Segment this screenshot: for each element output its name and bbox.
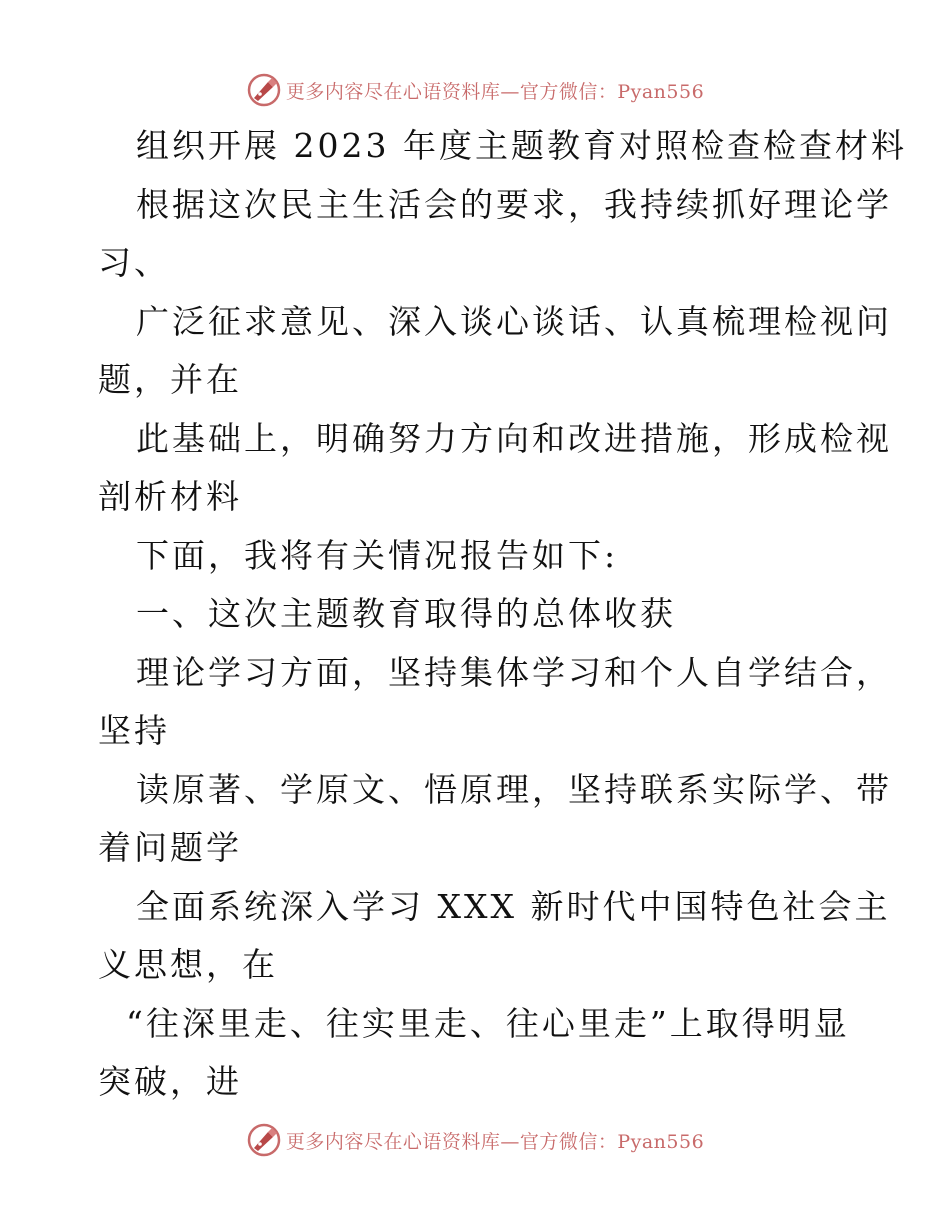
paragraph-line: 突破，进 [98,1062,242,1101]
paragraph-line: 此基础上，明确努力方向和改进措施，形成检视 [136,419,892,458]
paragraph-line: 着问题学 [98,828,242,867]
watermark-text: 更多内容尽在心语资料库—官方微信：Pyan556 [285,80,705,103]
paragraph-line: 下面，我将有关情况报告如下: [136,536,619,575]
top-watermark-banner [0,70,950,110]
paragraph-line: 坚持 [98,711,170,750]
paragraph-line: 习、 [98,243,170,282]
bottom-watermark-banner [0,1120,950,1160]
paragraph-line: 根据这次民主生活会的要求，我持续抓好理论学 [136,185,892,224]
paragraph-line: 剖析材料 [98,477,242,516]
section-heading: 一、这次主题教育取得的总体收获 [136,594,676,633]
paragraph-line: 义思想，在 [98,945,278,984]
document-title: 组织开展 2023 年度主题教育对照检查检查材料 [136,126,907,165]
pen-nib-logo-icon [246,72,282,108]
paragraph-line: “往深里走、往实里走、往心里走”上取得明显 [126,1004,850,1043]
paragraph-line: 广泛征求意见、深入谈心谈话、认真梳理检视问 [136,302,892,341]
paragraph-line: 题，并在 [98,360,242,399]
watermark-text: 更多内容尽在心语资料库—官方微信：Pyan556 [285,1130,705,1153]
paragraph-line: 全面系统深入学习 XXX 新时代中国特色社会主 [136,887,891,926]
paragraph-line: 读原著、学原文、悟原理，坚持联系实际学、带 [136,770,892,809]
paragraph-line: 理论学习方面，坚持集体学习和个人自学结合， [136,653,892,692]
pen-nib-logo-icon [246,1122,282,1158]
